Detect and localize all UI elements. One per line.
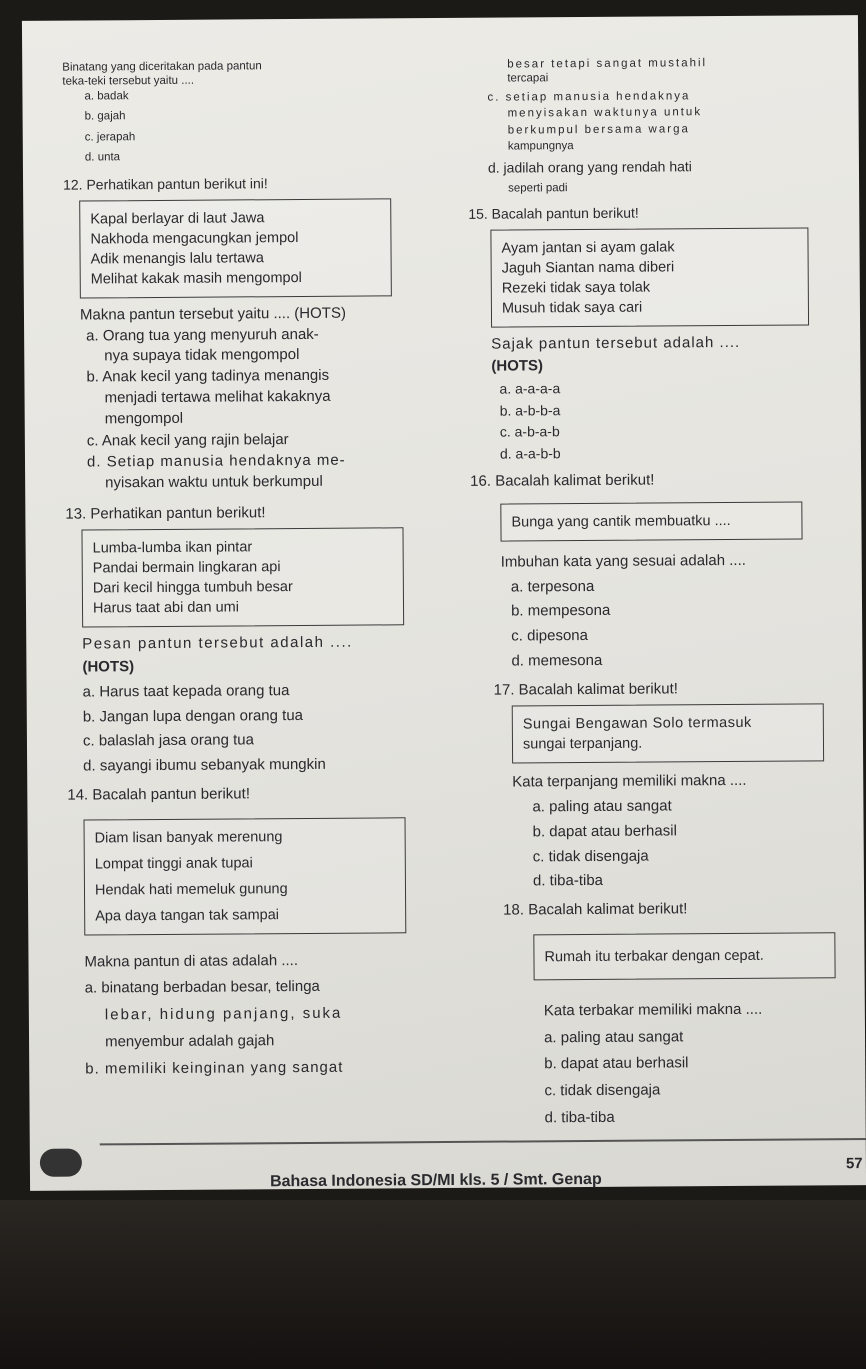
q12-pantun-box bbox=[79, 198, 392, 298]
q11-right-line: berkumpul bersama warga bbox=[507, 122, 690, 137]
q11-stem: teka-teki tersebut yaitu .... bbox=[62, 75, 195, 89]
q18-sentence-box bbox=[533, 932, 835, 980]
q16-option: a. terpesona bbox=[510, 577, 595, 596]
q12-option: nyisakan waktu untuk berkumpul bbox=[105, 472, 323, 492]
q15-option: d. a-a-b-b bbox=[499, 444, 561, 462]
q11-right-line: menyisakan waktunya untuk bbox=[507, 106, 703, 120]
pantun-line: Hendak hati memeluk gunung bbox=[94, 880, 288, 898]
pantun-line: Nakhoda mengacungkan jempol bbox=[90, 229, 299, 248]
left-column bbox=[62, 58, 449, 1079]
q14-option: a. binatang berbadan besar, telinga bbox=[84, 978, 320, 997]
q14-option: menyembur adalah gajah bbox=[104, 1031, 275, 1051]
pantun-line: Melihat kakak masih mengompol bbox=[90, 269, 302, 288]
q13-option: b. Jangan lupa dengan orang tua bbox=[82, 706, 304, 726]
q17-option: c. tidak disengaja bbox=[532, 847, 649, 866]
q11-right-line: c. setiap manusia hendaknya bbox=[487, 90, 691, 104]
q18-option: a. paling atau sangat bbox=[543, 1027, 684, 1046]
pantun-line: Pandai bermain lingkaran api bbox=[92, 559, 281, 577]
q17-option: a. paling atau sangat bbox=[532, 797, 672, 816]
q17-title: 17. Bacalah kalimat berikut! bbox=[493, 679, 678, 699]
q15-option: a. a-a-a-a bbox=[499, 380, 561, 397]
q16-option: c. dipesona bbox=[511, 627, 589, 645]
q15-question: Sajak pantun tersebut adalah .... bbox=[491, 333, 741, 353]
pantun-line: Diam lisan banyak merenung bbox=[94, 828, 283, 846]
q13-title: 13. Perhatikan pantun berikut! bbox=[65, 503, 266, 523]
q18-option: c. tidak disengaja bbox=[544, 1081, 661, 1100]
q11-option: b. gajah bbox=[84, 110, 126, 123]
q14-option: lebar, hidung panjang, suka bbox=[104, 1004, 343, 1024]
q16-question: Imbuhan kata yang sesuai adalah .... bbox=[500, 551, 746, 571]
sentence: Bunga yang cantik membuatku .... bbox=[511, 512, 731, 531]
q11-stem: Binatang yang diceritakan pada pantun bbox=[62, 60, 262, 74]
q18-question: Kata terbakar memiliki makna .... bbox=[543, 1000, 763, 1020]
q12-option: d. Setiap manusia hendaknya me- bbox=[86, 451, 346, 471]
q13-option: a. Harus taat kepada orang tua bbox=[82, 681, 290, 701]
pantun-line: Kapal berlayar di laut Jawa bbox=[90, 209, 265, 228]
pantun-line: Adik menangis lalu tertawa bbox=[90, 249, 264, 268]
pantun-line: Apa daya tangan tak sampai bbox=[95, 906, 280, 924]
q17-option: d. tiba-tiba bbox=[532, 872, 604, 890]
q14-title: 14. Bacalah pantun berikut! bbox=[67, 785, 251, 804]
q16-sentence-box bbox=[500, 501, 802, 541]
right-column bbox=[467, 55, 854, 1128]
pantun-line: Jaguh Siantan nama diberi bbox=[501, 259, 675, 277]
pantun-line: Ayam jantan si ayam galak bbox=[501, 239, 675, 257]
q12-option: menjadi tertawa melihat kakaknya bbox=[104, 387, 331, 407]
background-surface bbox=[0, 1200, 866, 1369]
q11-option: a. badak bbox=[84, 89, 129, 103]
pantun-line: Dari kecil hingga tumbuh besar bbox=[92, 579, 293, 597]
q11-right-line: kampungnya bbox=[507, 139, 574, 153]
footer-text: Bahasa Indonesia SD/MI kls. 5 / Smt. Genap bbox=[269, 1170, 602, 1191]
q11-right-line: besar tetapi sangat mustahil bbox=[507, 57, 708, 71]
q13-hots: (HOTS) bbox=[82, 658, 135, 676]
textbook-page bbox=[22, 15, 866, 1191]
q11-right-line: seperti padi bbox=[508, 181, 568, 195]
page-number: 57 bbox=[845, 1155, 863, 1173]
q15-pantun-box bbox=[490, 227, 809, 327]
q15-hots: (HOTS) bbox=[491, 357, 544, 376]
sentence: Sungai Bengawan Solo termasuk bbox=[522, 715, 752, 733]
q17-sentence-box bbox=[512, 704, 824, 764]
q18-option: b. dapat atau berhasil bbox=[544, 1054, 689, 1073]
q11-option: c. jerapah bbox=[84, 130, 136, 143]
sentence: sungai terpanjang. bbox=[522, 735, 643, 753]
q12-option: b. Anak kecil yang tadinya menangis bbox=[86, 366, 330, 386]
q11-right-line: d. jadilah orang yang rendah hati bbox=[487, 158, 692, 176]
footer-divider bbox=[100, 1138, 866, 1145]
q18-option: d. tiba-tiba bbox=[544, 1108, 615, 1127]
q11-right-line: tercapai bbox=[507, 72, 549, 85]
q16-option: b. mempesona bbox=[511, 602, 611, 620]
q14-question: Makna pantun di atas adalah .... bbox=[84, 951, 299, 971]
q15-title: 15. Bacalah pantun berikut! bbox=[468, 204, 639, 222]
q16-option: d. memesona bbox=[511, 651, 603, 670]
q14-pantun-box bbox=[83, 817, 406, 935]
q13-option: d. sayangi ibumu sebanyak mungkin bbox=[83, 755, 326, 775]
sentence: Rumah itu terbakar dengan cepat. bbox=[544, 947, 764, 966]
q13-pantun-box bbox=[81, 528, 404, 628]
q11-option: d. unta bbox=[84, 151, 121, 164]
q12-title: 12. Perhatikan pantun berikut ini! bbox=[63, 175, 268, 193]
pantun-line: Lumba-lumba ikan pintar bbox=[92, 539, 253, 557]
q12-option: a. Orang tua yang menyuruh anak- bbox=[86, 325, 319, 344]
pantun-line: Lompat tinggi anak tupai bbox=[94, 854, 253, 872]
q14-option: b. memiliki keinginan yang sangat bbox=[85, 1058, 344, 1078]
q12-option: mengompol bbox=[104, 409, 184, 427]
publisher-logo-icon bbox=[40, 1149, 82, 1177]
q17-question: Kata terpanjang memiliki makna .... bbox=[512, 772, 747, 791]
q16-title: 16. Bacalah kalimat berikut! bbox=[470, 471, 655, 490]
pantun-line: Musuh tidak saya cari bbox=[501, 299, 643, 317]
q13-question: Pesan pantun tersebut adalah .... bbox=[82, 633, 353, 653]
pantun-line: Rezeki tidak saya tolak bbox=[501, 279, 651, 297]
q15-option: b. a-b-b-a bbox=[499, 401, 561, 419]
q13-option: c. balaslah jasa orang tua bbox=[82, 731, 254, 750]
q12-option: nya supaya tidak mengompol bbox=[104, 346, 300, 365]
q17-option: b. dapat atau berhasil bbox=[532, 822, 677, 841]
q12-option: c. Anak kecil yang rajin belajar bbox=[86, 431, 289, 450]
q12-question: Makna pantun tersebut yaitu .... (HOTS) bbox=[79, 304, 346, 324]
q18-title: 18. Bacalah kalimat berikut! bbox=[503, 900, 688, 919]
q15-option: c. a-b-a-b bbox=[499, 423, 560, 440]
pantun-line: Harus taat abi dan umi bbox=[92, 599, 239, 617]
